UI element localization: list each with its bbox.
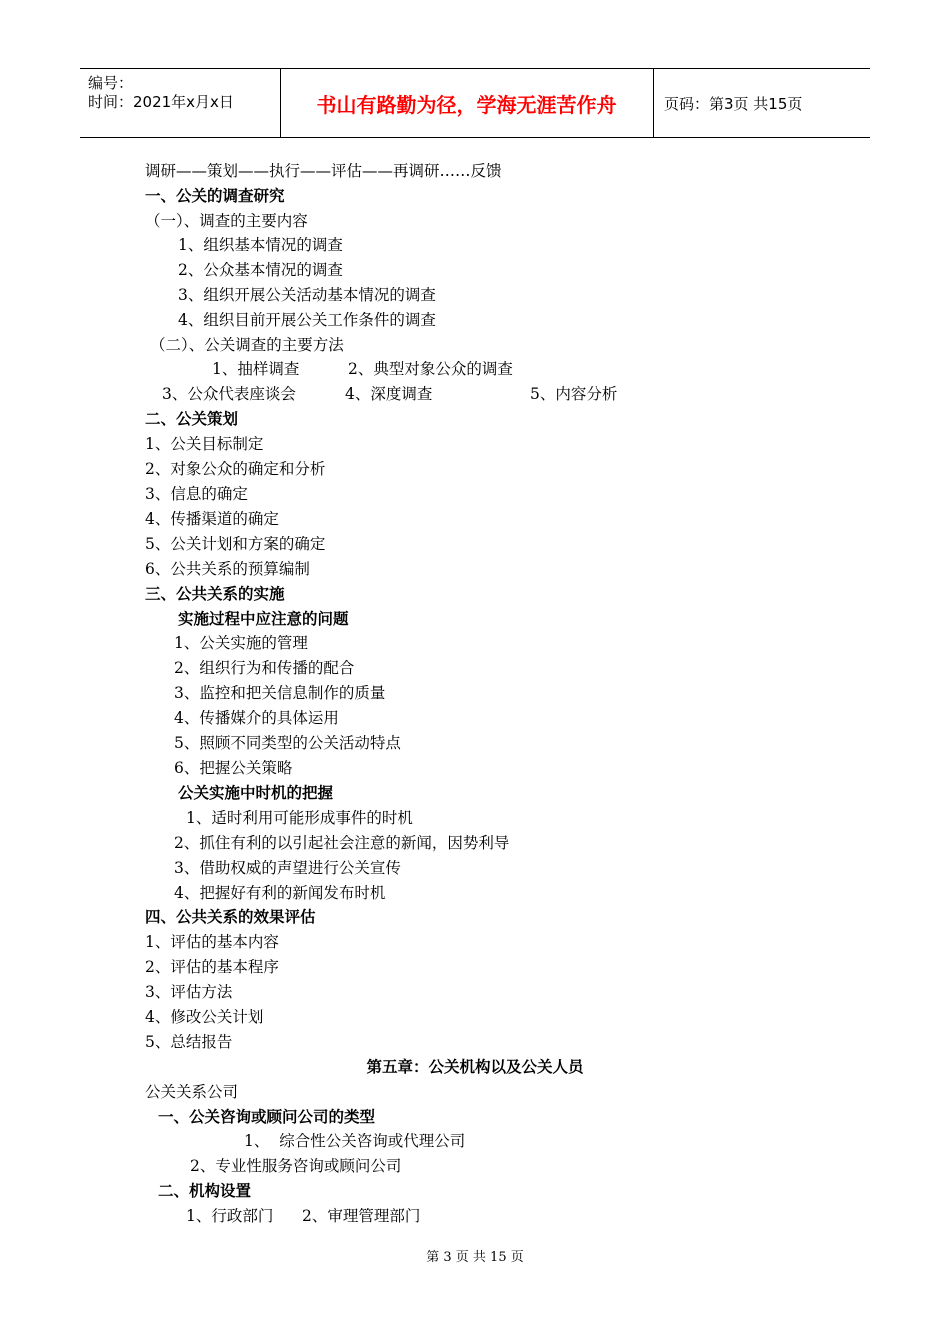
list-item: 5、内容分析 — [530, 385, 618, 403]
list-item: 6、把握公关策略 — [174, 759, 293, 777]
list-item: 2、专业性服务咨询或顾问公司 — [190, 1157, 402, 1175]
subsection-heading: 实施过程中应注意的问题 — [178, 610, 349, 628]
list-item: 1、抽样调查 — [212, 360, 300, 378]
list-item: 1、公关实施的管理 — [174, 634, 308, 652]
list-item: 4、修改公关计划 — [145, 1008, 264, 1026]
header-page-info: 页码：第3页 共15页 — [664, 94, 803, 113]
list-item: 2、公众基本情况的调查 — [178, 261, 343, 279]
section-heading: 四、公共关系的效果评估 — [145, 908, 316, 926]
list-item: 1、适时利用可能形成事件的时机 — [186, 809, 413, 827]
list-item: 4、传播渠道的确定 — [145, 510, 279, 528]
header-info-cell — [80, 69, 281, 137]
list-item: 3、借助权威的声望进行公关宣传 — [174, 859, 401, 877]
section-heading: 一、公关的调查研究 — [145, 187, 285, 205]
paragraph-text: 公关关系公司 — [145, 1083, 239, 1101]
list-item: 3、信息的确定 — [145, 485, 248, 503]
number-label: 编号： — [88, 74, 134, 92]
list-item: 4、把握好有利的新闻发布时机 — [174, 884, 386, 902]
list-item: 3、组织开展公关活动基本情况的调查 — [178, 286, 436, 304]
list-item: 1、评估的基本内容 — [145, 933, 279, 951]
subsection-heading: （一）、调查的主要内容 — [145, 212, 308, 230]
list-item: 5、总结报告 — [145, 1033, 233, 1051]
list-item: 2、典型对象公众的调查 — [348, 360, 513, 378]
subsection-heading: 公关实施中时机的把握 — [178, 784, 334, 802]
date-label: 时间：2021年x月x日 — [88, 93, 234, 111]
list-item: 3、公众代表座谈会 — [162, 385, 296, 403]
list-item: 4、深度调查 — [345, 385, 433, 403]
section-heading: 二、公关策划 — [145, 410, 239, 428]
chapter-heading: 第五章：公关机构以及公关人员 — [366, 1058, 584, 1076]
page-footer: 第 3 页 共 15 页 — [426, 1250, 524, 1265]
list-item: 2、评估的基本程序 — [145, 958, 279, 976]
list-item: 2、对象公众的确定和分析 — [145, 460, 326, 478]
section-heading: 三、公共关系的实施 — [145, 585, 285, 603]
list-item: 2、组织行为和传播的配合 — [174, 659, 355, 677]
list-item: 3、监控和把关信息制作的质量 — [174, 684, 386, 702]
list-item: 1、行政部门 — [186, 1207, 274, 1225]
section-heading: 一、公关咨询或顾问公司的类型 — [158, 1108, 376, 1126]
list-item: 2、抓住有利的以引起社会注意的新闻，因势利导 — [174, 834, 510, 852]
list-item: 5、公关计划和方案的确定 — [145, 535, 326, 553]
list-item: 1、公关目标制定 — [145, 435, 264, 453]
list-item: 4、组织目前开展公关工作条件的调查 — [178, 311, 436, 329]
section-heading: 二、机构设置 — [158, 1182, 252, 1200]
page-header — [80, 68, 870, 138]
list-item: 6、公共关系的预算编制 — [145, 560, 310, 578]
flow-line: 调研——策划——执行——评估——再调研……反馈 — [145, 162, 502, 180]
list-item: 3、评估方法 — [145, 983, 233, 1001]
list-item: 5、照顾不同类型的公关活动特点 — [174, 734, 401, 752]
list-item: 1、组织基本情况的调查 — [178, 236, 343, 254]
list-item: 4、传播媒介的具体运用 — [174, 709, 339, 727]
subsection-heading: （二）、公关调查的主要方法 — [150, 336, 344, 354]
list-item: 1、 综合性公关咨询或代理公司 — [244, 1132, 466, 1150]
list-item: 2、审理管理部门 — [302, 1207, 421, 1225]
header-motto: 书山有路勤为径，学海无涯苦作舟 — [280, 69, 654, 137]
